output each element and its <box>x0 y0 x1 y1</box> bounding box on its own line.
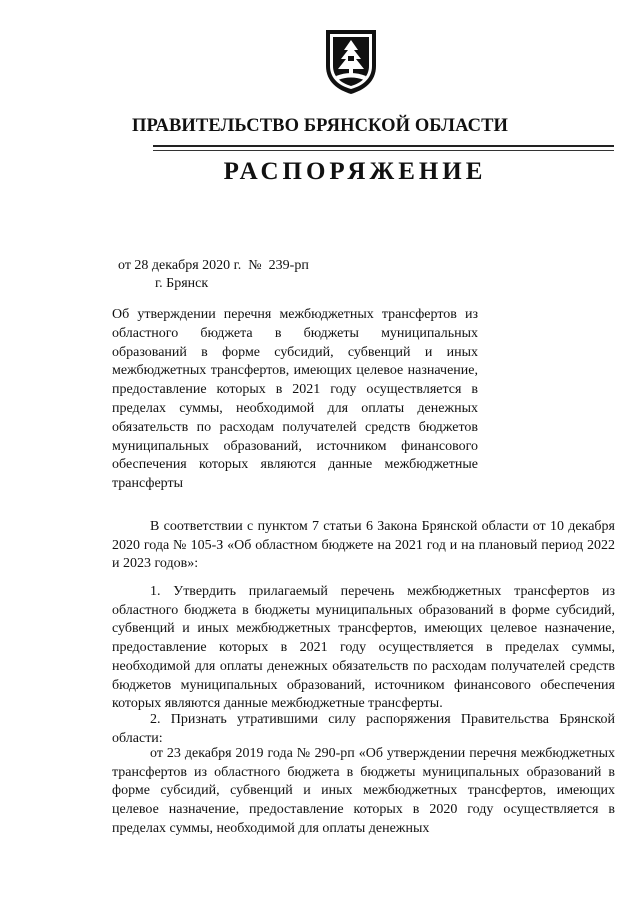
preamble-paragraph: В соответствии с пунктом 7 статьи 6 Закона Брянской области от 10 декабря 2020 года № 105-З «Об областном бюджете на 2021 год и на плановый период 2022 и 2023 годов»: <box>112 519 615 572</box>
document-city: г. Брянск <box>155 276 209 291</box>
clause-2-paragraph: 2. Признать утратившими силу распоряжения Правительства Брянской области: <box>112 712 615 746</box>
clause-2-subitem-paragraph: от 23 декабря 2019 года № 290-рп «Об утверждении перечня межбюджетных трансфертов из областного бюджета в бюджеты муниципальных образований в форме субсидий, субвенций и иных межбюджетных трансфертов, имеющих целевое назначение, предоставление которых в 2020 году осуществляется в пределах суммы, необходимой для оплаты денежных <box>112 746 615 836</box>
clause-1-paragraph: 1. Утвердить прилагаемый перечень межбюджетных трансфертов из областного бюджета в бюджеты муниципальных образований в форме субсидий, субвенций и иных межбюджетных трансфертов, имеющих целевое назначение, предоставление которых в 2021 году осуществляется в пределах суммы, необходимой для оплаты денежных обязательств по расходам получателей средств бюджетов муниципальных образований, источником финансового обеспечения которых являются данные межбюджетные трансферты. <box>112 584 615 712</box>
organization-name: ПРАВИТЕЛЬСТВО БРЯНСКОЙ ОБЛАСТИ <box>131 116 508 136</box>
bryansk-coat-of-arms-icon <box>322 26 380 96</box>
document-date-number: от 28 декабря 2020 г. № 239-рп <box>118 258 309 273</box>
document-title: Об утверждении перечня межбюджетных трансфертов из областного бюджета в бюджеты муниципальных образований в форме субсидий, субвенций и иных межбюджетных трансфертов, имеющих целевое назначение, предоставление которых в 2021 году осуществляется в пределах суммы, необходимой для оплаты денежных обязательств по расходам получателей средств бюджетов муниципальных образований, источником финансового обеспечения которых являются данные межбюджетные трансферты <box>112 307 478 492</box>
document-type: РАСПОРЯЖЕНИЕ <box>223 158 487 185</box>
header-divider-thick <box>153 145 614 147</box>
header-divider-thin <box>153 150 614 151</box>
